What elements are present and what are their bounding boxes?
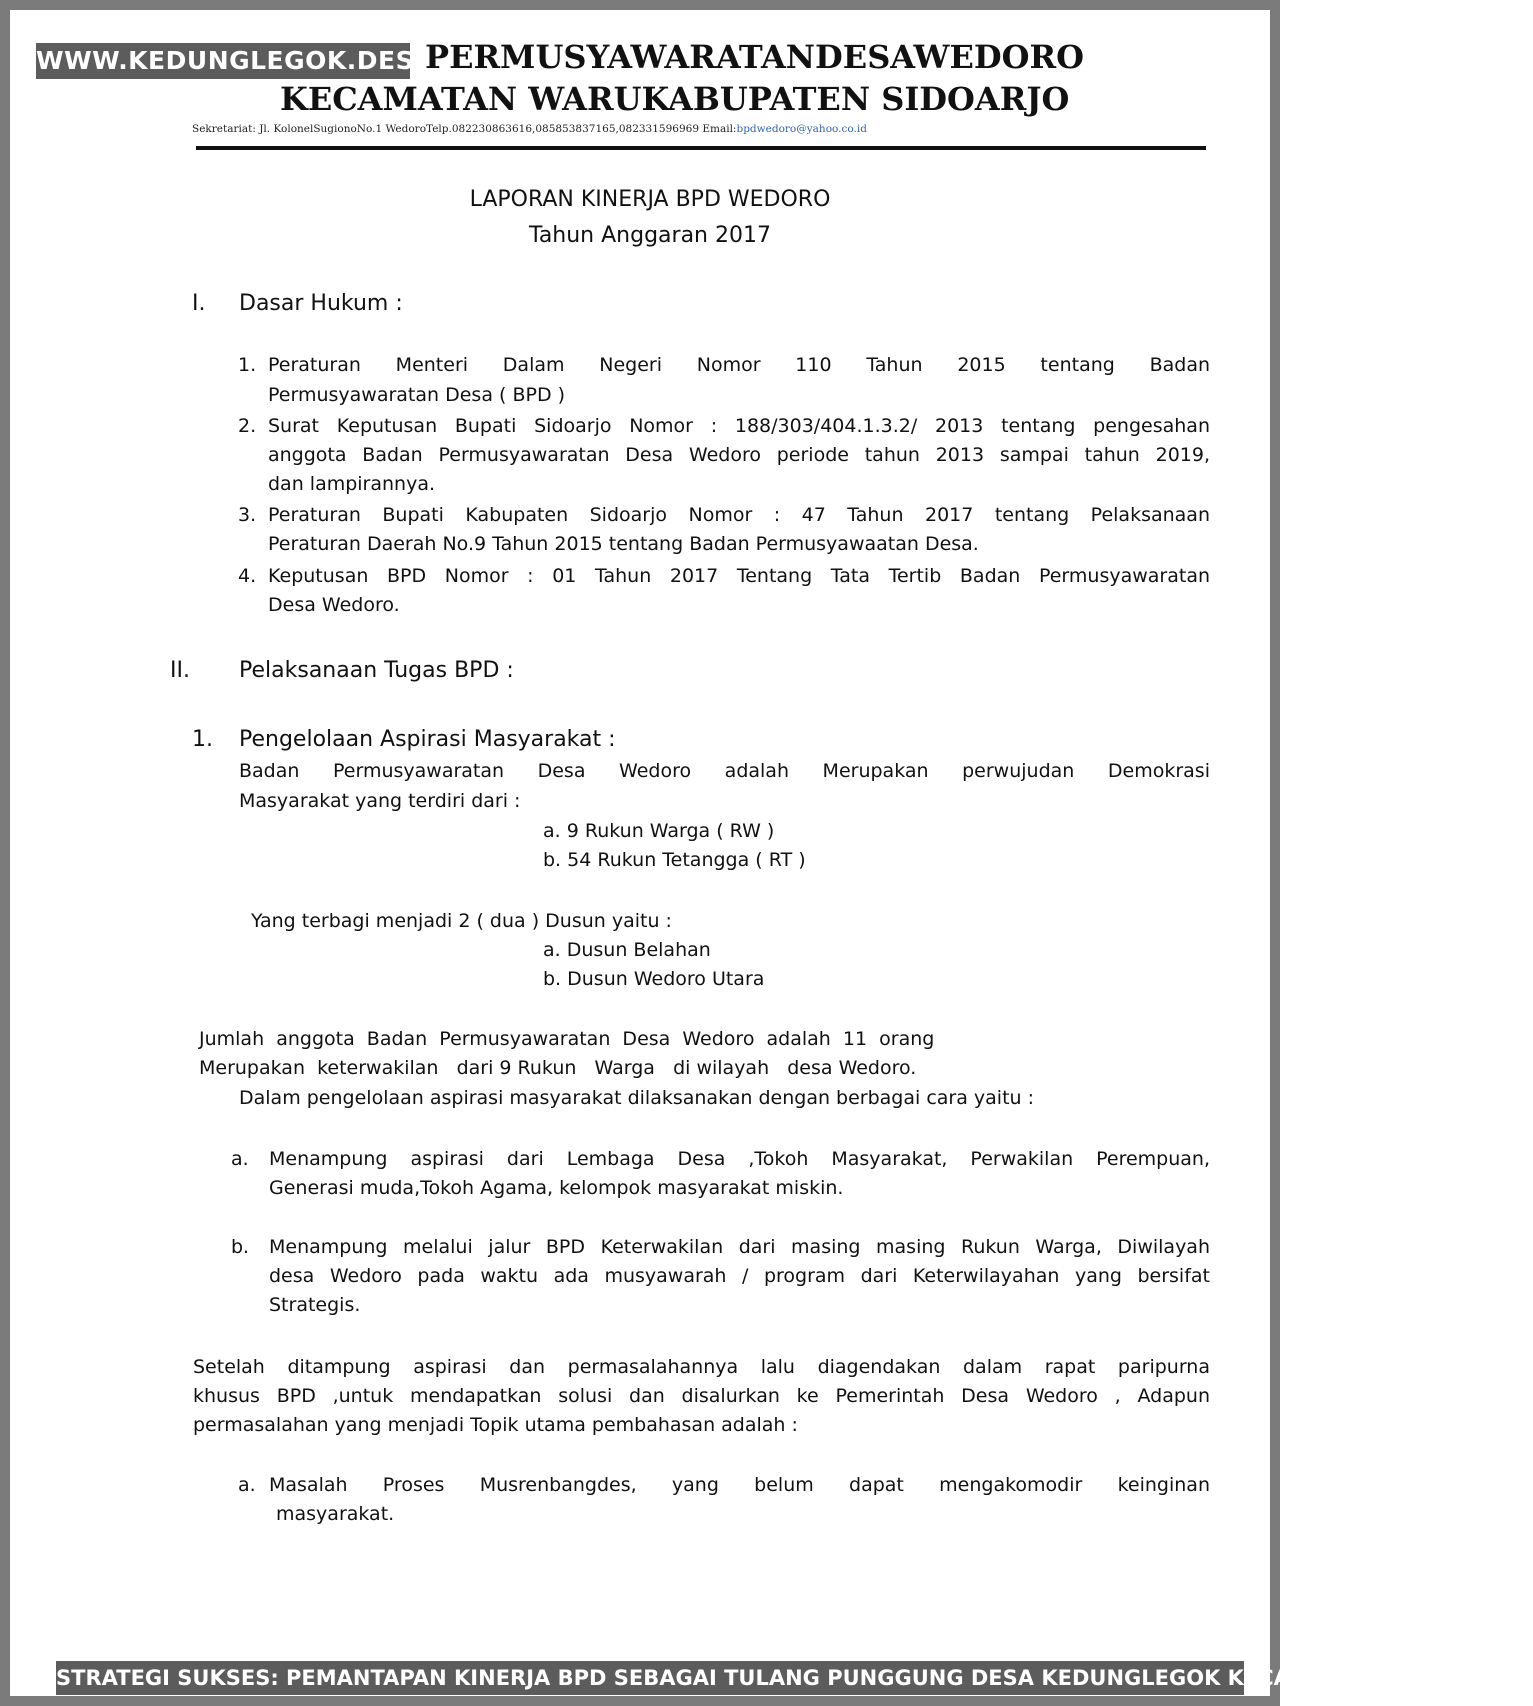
member-count-line-1: Jumlah anggota Badan Permusyawaratan Desa Wedoro adalah 11 orang <box>199 1028 935 1050</box>
section-2-heading: Pelaksanaan Tugas BPD : <box>239 658 514 683</box>
method-a-label: a. <box>231 1148 249 1170</box>
contact-email: bpdwedoro@yahoo.co.id <box>736 123 867 135</box>
methods-intro: Dalam pengelolaan aspirasi masyarakat dilaksanakan dengan berbagai cara yaitu : <box>239 1087 1035 1109</box>
legal-item-2-number: 2. <box>238 415 257 437</box>
legal-item-2-line-2: anggota Badan Permusyawaratan Desa Wedoro periode tahun 2013 sampai tahun 2019, <box>268 444 1210 466</box>
method-b-line-3: Strategis. <box>269 1294 361 1316</box>
legal-item-3-line-1: Peraturan Bupati Kabupaten Sidoarjo Nomor : 47 Tahun 2017 tentang Pelaksanaan <box>268 504 1210 526</box>
site-watermark-badge: WWW.KEDUNGLEGOK.DESA.ID <box>36 43 410 79</box>
subsection-1-number: 1. <box>192 727 213 752</box>
follow-up-line-1: Setelah ditampung aspirasi dan permasalahannya lalu diagendakan dalam rapat paripurna <box>193 1356 1210 1378</box>
legal-item-4-line-1: Keputusan BPD Nomor : 01 Tahun 2017 Tentang Tata Tertib Badan Permusyawaratan <box>268 565 1210 587</box>
legal-item-1-line-1: Peraturan Menteri Dalam Negeri Nomor 110 Tahun 2015 tentang Badan <box>268 354 1210 376</box>
section-1-heading: Dasar Hukum : <box>239 291 403 316</box>
member-count-line-2: Merupakan keterwakilan dari 9 Rukun Warga di wilayah desa Wedoro. <box>199 1057 917 1079</box>
legal-item-2-line-3: dan lampirannya. <box>268 473 436 495</box>
legal-item-4-number: 4. <box>238 565 257 587</box>
legal-item-2-line-1: Surat Keputusan Bupati Sidoarjo Nomor : 188/303/404.1.3.2/ 2013 tentang pengesahan <box>268 415 1210 437</box>
letterhead-contact <box>192 123 1092 135</box>
section-2-numeral: II. <box>170 658 190 683</box>
letterhead-line-2: KECAMATAN WARUKABUPATEN SIDOARJO <box>280 80 1070 118</box>
issue-a-line-2: masyarakat. <box>276 1503 395 1525</box>
legal-item-1-number: 1. <box>238 354 257 376</box>
follow-up-line-3: permasalahan yang menjadi Topik utama pembahasan adalah : <box>193 1414 798 1436</box>
letterhead-divider <box>196 146 1206 150</box>
legal-item-4-line-2: Desa Wedoro. <box>268 594 400 616</box>
method-b-line-2: desa Wedoro pada waktu ada musyawarah / program dari Keterwilayahan yang bersifat <box>269 1265 1210 1287</box>
contact-text: Sekretariat: Jl. KolonelSugionoNo.1 WedoroTelp.082230863616,085853837165,082331596969 Email: <box>192 123 737 135</box>
report-title: LAPORAN KINERJA BPD WEDORO <box>469 187 831 212</box>
composition-item-rt: b. 54 Rukun Tetangga ( RT ) <box>543 849 806 871</box>
method-b-line-1: Menampung melalui jalur BPD Keterwakilan dari masing masing Rukun Warga, Diwilayah <box>269 1236 1210 1258</box>
intro-line-1: Badan Permusyawaratan Desa Wedoro adalah Merupakan perwujudan Demokrasi <box>239 760 1210 782</box>
intro-line-2: Masyarakat yang terdiri dari : <box>239 790 521 812</box>
composition-item-rw: a. 9 Rukun Warga ( RW ) <box>543 820 775 842</box>
caption-banner: STRATEGI SUKSES: PEMANTAPAN KINERJA BPD SEBAGAI TULANG PUNGGUNG DESA KEDUNGLEGOK KECAMATAN KEMANGKON <box>56 1661 1244 1695</box>
dusun-intro: Yang terbagi menjadi 2 ( dua ) Dusun yaitu : <box>251 910 672 932</box>
section-1-numeral: I. <box>192 291 206 316</box>
letterhead-line-1: PERMUSYAWARATANDESAWEDORO <box>425 38 1084 76</box>
method-a-line-2: Generasi muda,Tokoh Agama, kelompok masyarakat miskin. <box>269 1177 844 1199</box>
dusun-item-belahan: a. Dusun Belahan <box>543 939 711 961</box>
method-b-label: b. <box>231 1236 250 1258</box>
legal-item-3-line-2: Peraturan Daerah No.9 Tahun 2015 tentang Badan Permusyawaatan Desa. <box>268 533 979 555</box>
legal-item-3-number: 3. <box>238 504 257 526</box>
method-a-line-1: Menampung aspirasi dari Lembaga Desa ,Tokoh Masyarakat, Perwakilan Perempuan, <box>269 1148 1210 1170</box>
follow-up-line-2: khusus BPD ,untuk mendapatkan solusi dan disalurkan ke Pemerintah Desa Wedoro , Adapun <box>193 1385 1210 1407</box>
subsection-1-heading: Pengelolaan Aspirasi Masyarakat : <box>239 727 616 752</box>
dusun-item-wedoro-utara: b. Dusun Wedoro Utara <box>543 968 765 990</box>
legal-item-1-line-2: Permusyawaratan Desa ( BPD ) <box>268 384 566 406</box>
issue-a-label: a. <box>238 1474 256 1496</box>
report-subtitle: Tahun Anggaran 2017 <box>529 223 771 248</box>
issue-a-line-1: Masalah Proses Musrenbangdes, yang belum dapat mengakomodir keinginan <box>269 1474 1210 1496</box>
